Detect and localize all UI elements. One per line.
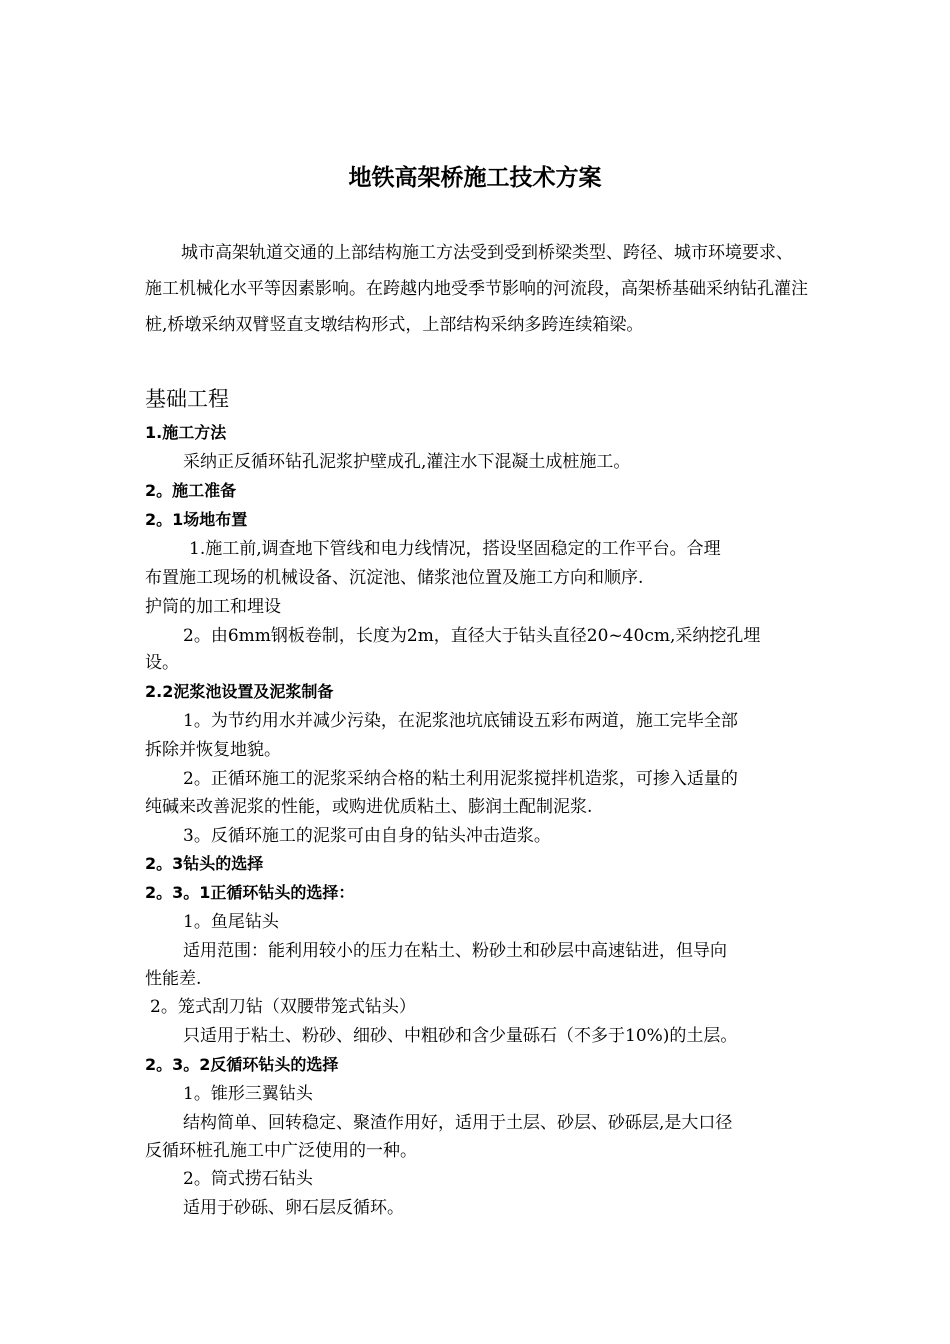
paragraph-line: 拆除并恢复地貌。	[145, 740, 281, 760]
paragraph-line: 1。为节约用水并减少污染，在泥浆池坑底铺设五彩布两道，施工完毕全部	[183, 711, 738, 731]
paragraph-line: 2。筒式捞石钻头	[183, 1169, 313, 1189]
paragraph-line: 反循环桩孔施工中广泛使用的一种。	[145, 1141, 417, 1161]
heading-construction-prep: 2。施工准备	[145, 481, 237, 500]
heading-mud-pit: 2.2泥浆池设置及泥浆制备	[145, 682, 334, 701]
paragraph-line: 只适用于粘土、粉砂、细砂、中粗砂和含少量砾石（不多于10%)的土层。	[183, 1026, 738, 1046]
section-heading-foundation: 基础工程	[145, 387, 229, 411]
intro-paragraph: 城市高架轨道交通的上部结构施工方法受到受到桥梁类型、跨径、城市环境要求、施工机械化水平等因素影响。在跨越内地受季节影响的河流段，高架桥基础采纳钻孔灌注桩,桥墩采纳双臂竖直支墩结构形式，上部结构采纳多跨连续箱梁。	[145, 243, 808, 335]
paragraph-line: 2。正循环施工的泥浆采纳合格的粘土利用泥浆搅拌机造浆，可掺入适量的	[183, 769, 738, 789]
paragraph-line: 采纳正反循环钻孔泥浆护壁成孔,灌注水下混凝土成桩施工。	[183, 452, 631, 472]
paragraph-line: 2。笼式刮刀钻（双腰带笼式钻头）	[150, 997, 416, 1017]
paragraph-line: 3。反循环施工的泥浆可由自身的钻头冲击造浆。	[183, 826, 551, 846]
paragraph-line: 纯碱来改善泥浆的性能，或购进优质粘土、膨润土配制泥浆.	[145, 797, 593, 817]
heading-site-layout: 2。1场地布置	[145, 510, 248, 529]
paragraph-line: 1。锥形三翼钻头	[183, 1084, 313, 1104]
paragraph-line: 适用于砂砾、卵石层反循环。	[183, 1198, 404, 1218]
heading-reverse-circulation-bit: 2。3。2反循环钻头的选择	[145, 1055, 339, 1074]
heading-construction-method: 1.施工方法	[145, 423, 227, 442]
heading-forward-circulation-bit: 2。3。1正循环钻头的选择：	[145, 883, 355, 902]
paragraph-line: 1。鱼尾钻头	[183, 912, 279, 932]
paragraph-line: 2。由6mm钢板卷制，长度为2m，直径大于钻头直径20~40cm,采纳挖孔埋	[183, 626, 761, 646]
paragraph-line: 护筒的加工和埋设	[145, 597, 281, 617]
paragraph-line: 结构简单、回转稳定、聚渣作用好，适用于土层、砂层、砂砾层,是大口径	[183, 1113, 733, 1133]
document-title: 地铁高架桥施工技术方案	[348, 165, 602, 191]
paragraph-line: 性能差.	[145, 969, 202, 989]
paragraph-line: 设。	[145, 653, 179, 673]
paragraph-line: 1.施工前,调查地下管线和电力线情况，搭设坚固稳定的工作平台。合理	[189, 539, 721, 559]
paragraph-line: 适用范围：能利用较小的压力在粘土、粉砂土和砂层中高速钻进，但导向	[183, 941, 727, 961]
paragraph-line: 布置施工现场的机械设备、沉淀池、储浆池位置及施工方向和顺序.	[145, 568, 644, 588]
heading-drill-bit-selection: 2。3钻头的选择	[145, 854, 264, 873]
